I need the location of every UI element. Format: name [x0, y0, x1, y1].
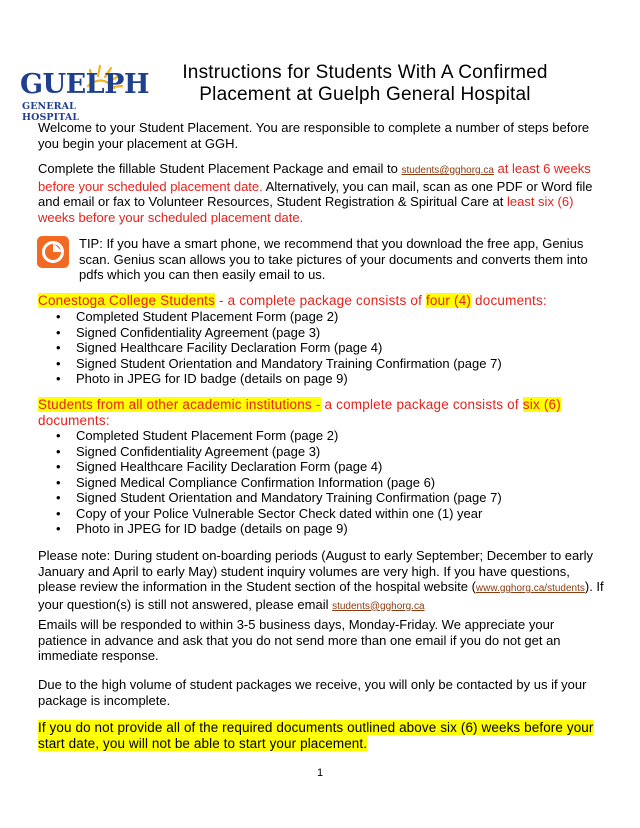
list-item: • Photo in JPEG for ID badge (details on page 9): [56, 521, 502, 537]
genius-scan-icon: [37, 236, 69, 268]
note-text-2: ). If your question(s) is still not answered, please email: [38, 579, 604, 612]
warning-text: If you do not provide all of the required documents outlined above six (6) weeks before your start date, you will not be able to start your placement.: [38, 720, 594, 751]
conestoga-heading-mid: - a complete package consists of: [215, 293, 426, 308]
logo-name: GUELPH: [20, 69, 149, 100]
students-email-link[interactable]: students@gghorg.ca: [401, 165, 494, 176]
deadline-red-2: least six (6) weeks before your scheduled placement date.: [38, 194, 574, 225]
others-heading-highlight: Students from all other academic institutions -: [38, 397, 321, 412]
conestoga-heading-highlight: Conestoga College Students: [38, 293, 216, 308]
list-item: • Signed Confidentiality Agreement (page 3): [56, 444, 502, 460]
title-line-1: Instructions for Students With A Confirmed: [182, 62, 548, 83]
intro-paragraph: Welcome to your Student Placement. You are responsible to complete a number of steps before you begin your placement at GGH.: [38, 120, 590, 151]
students-email-link-2[interactable]: students@gghorg.ca: [332, 600, 425, 612]
title-line-2: Placement at Guelph General Hospital: [199, 84, 531, 105]
list-item: • Signed Healthcare Facility Declaration Form (page 4): [56, 340, 502, 356]
warning-paragraph: [38, 720, 606, 752]
list-item: • Completed Student Placement Form (page 2): [56, 428, 502, 444]
package-paragraph: [38, 161, 606, 225]
list-item: • Signed Healthcare Facility Declaration Form (page 4): [56, 459, 502, 475]
list-item: • Signed Student Orientation and Mandatory Training Confirmation (page 7): [56, 490, 502, 506]
package-text-2: Alternatively, you can mail, scan as one PDF or Word file and email or fax to Volunteer Resources, Student Registration & Spiritual Care at: [38, 178, 593, 209]
volume-paragraph: Due to the high volume of student packages we receive, you will only be contacted by us if your package is incomplete.: [38, 677, 587, 708]
list-item: • Signed Medical Compliance Confirmation Information (page 6): [56, 475, 502, 491]
conestoga-doc-list: [56, 309, 502, 387]
others-heading-mid: a complete package consists of: [320, 397, 523, 412]
conestoga-doc-count: four (4): [425, 293, 472, 308]
list-item: • Photo in JPEG for ID badge (details on page 9): [56, 371, 502, 387]
others-doc-count: six (6): [522, 397, 561, 412]
website-link[interactable]: www.gghorg.ca/students: [475, 583, 585, 594]
list-item: • Copy of your Police Vulnerable Sector Check dated within one (1) year: [56, 506, 502, 522]
page-number: 1: [316, 767, 324, 779]
list-item: • Completed Student Placement Form (page 2): [56, 309, 502, 325]
hospital-logo: [20, 56, 149, 123]
list-item: • Signed Student Orientation and Mandatory Training Confirmation (page 7): [56, 356, 502, 372]
others-heading-end: documents:: [38, 413, 110, 428]
others-heading: [38, 397, 598, 429]
tip-paragraph: TIP: If you have a smart phone, we recommend that you download the free app, Genius scan. Genius scan allows you to take pictures of your documents and converts them into pdfs which you can then easily email to us.: [79, 236, 588, 282]
note-text-1: Please note: During student on-boarding periods (August to early September; December to early January and April to early May) student inquiry volumes are very high. If you have questions, please review the information in the Student section of the hospital website (: [38, 548, 593, 594]
package-text-1: Complete the fillable Student Placement Package and email to: [38, 161, 402, 176]
deadline-red-1: at least 6 weeks before your scheduled placement date.: [38, 161, 591, 194]
others-doc-list: [56, 428, 502, 537]
conestoga-heading: [38, 293, 598, 309]
list-item: • Signed Confidentiality Agreement (page 3): [56, 325, 502, 341]
page-title: [150, 62, 580, 106]
conestoga-heading-end: documents:: [471, 293, 547, 308]
emails-paragraph: Emails will be responded to within 3-5 business days, Monday-Friday. We appreciate your patience in advance and ask that you do not send more than one email if you do not get an immediate response.: [38, 617, 561, 663]
note-paragraph: [38, 548, 606, 614]
logo-subtitle: GENERAL HOSPITAL: [22, 101, 80, 123]
